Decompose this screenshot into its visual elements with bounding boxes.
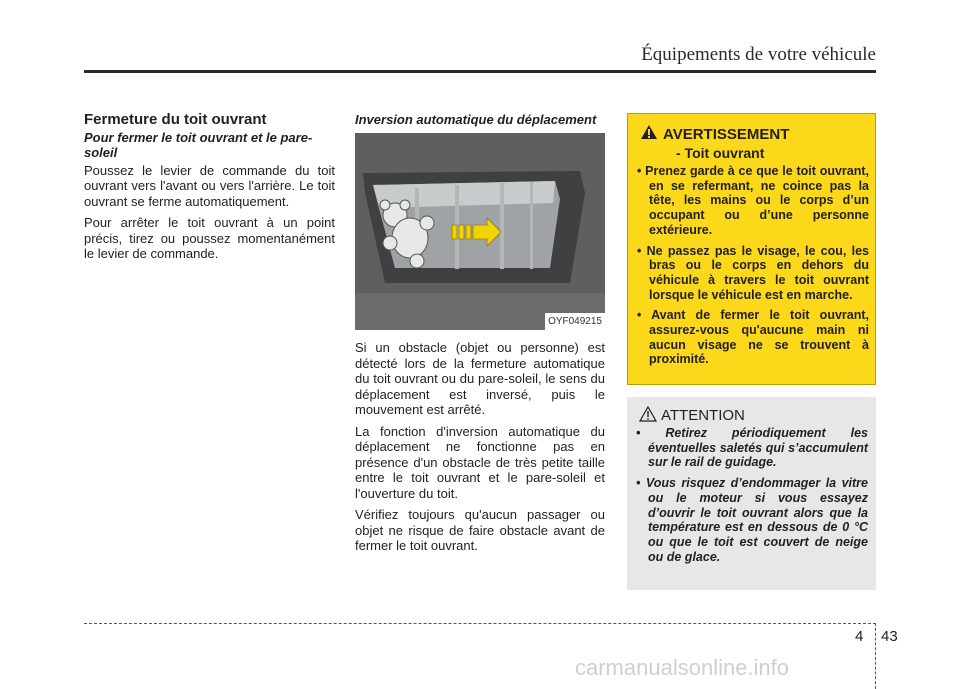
list-item: • Ne passez pas le visage, le cou, les bras ou le corps en dehors du véhicule à travers le toit ouvrant lorsque le véhicule est en marche.: [637, 243, 869, 302]
left-column: [84, 112, 335, 268]
warning-subtitle: - Toit ouvrant: [676, 145, 765, 161]
list-item: • Avant de fermer le toit ouvrant, assurez-vous qu'aucune main ni aucun visage ne se trouvent à proximité.: [637, 308, 869, 367]
list-item: • Retirez périodiquement les éventuelles saletés qui s’accumulent sur le rail de guidage.: [636, 426, 868, 470]
list-item: • Vous risquez d’endommager la vitre ou le moteur si vous essayez d’ouvrir le toit ouvrant alors que la température est en dessous de 0 °C ou que le toit est couvert de neige ou de glace.: [636, 476, 868, 564]
section-subheading: Pour fermer le toit ouvrant et le pare-soleil: [84, 129, 313, 160]
section-subheading: Inversion automatique du déplacement: [355, 112, 597, 127]
sunroof-drawing: [355, 133, 605, 330]
chapter-number: 4: [855, 628, 864, 645]
footer-rule: [84, 623, 876, 624]
attention-box: [627, 397, 876, 590]
header-rule: [84, 70, 876, 73]
list-item: • Prenez garde à ce que le toit ouvrant, en se refermant, ne coince pas la tête, les mains ou le corps d’un occupant ou d’une personne extérieure.: [637, 164, 869, 237]
section-heading: Fermeture du toit ouvrant: [84, 111, 267, 128]
paragraph: Pour arrêter le toit ouvrant à un point précis, tirez ou poussez momentanément le levier de commande.: [84, 215, 335, 261]
paragraph: La fonction d'inversion automatique du déplacement ne fonctionne pas en présence d'un obstacle de très petite taille entre le toit ouvrant et le pare-soleil et l'ouverture du toit.: [355, 423, 605, 501]
figure-code-label: OYF049215: [545, 313, 605, 331]
attention-list: [636, 426, 868, 570]
watermark-text: carmanualsonline.info: [575, 655, 790, 680]
footer-divider: [875, 623, 876, 689]
warning-title: AVERTISSEMENT: [663, 126, 790, 143]
warning-list: [637, 164, 869, 373]
attention-title: ATTENTION: [661, 407, 745, 424]
paragraph: Si un obstacle (objet ou personne) est détecté lors de la fermeture automatique du toit ouvrant ou du pare-soleil, le sens du déplacement est inversé, puis le mouvement est arrêté.: [355, 340, 605, 417]
sunroof-illustration: [355, 133, 605, 330]
page-number: 43: [881, 628, 898, 645]
page-header-title: Équipements de votre véhicule: [641, 44, 876, 65]
paragraph: Poussez le levier de commande du toit ouvrant vers l'avant ou vers l'arrière. Le toit ouvrant se ferme automatiquement.: [84, 162, 335, 209]
paragraph: Vérifiez toujours qu'aucun passager ou objet ne risque de faire obstacle avant de fermer le toit ouvrant.: [355, 507, 605, 553]
warning-triangle-icon: [640, 124, 658, 140]
caution-triangle-icon: [639, 406, 657, 422]
warning-box: [627, 113, 876, 385]
middle-column: [355, 112, 605, 560]
